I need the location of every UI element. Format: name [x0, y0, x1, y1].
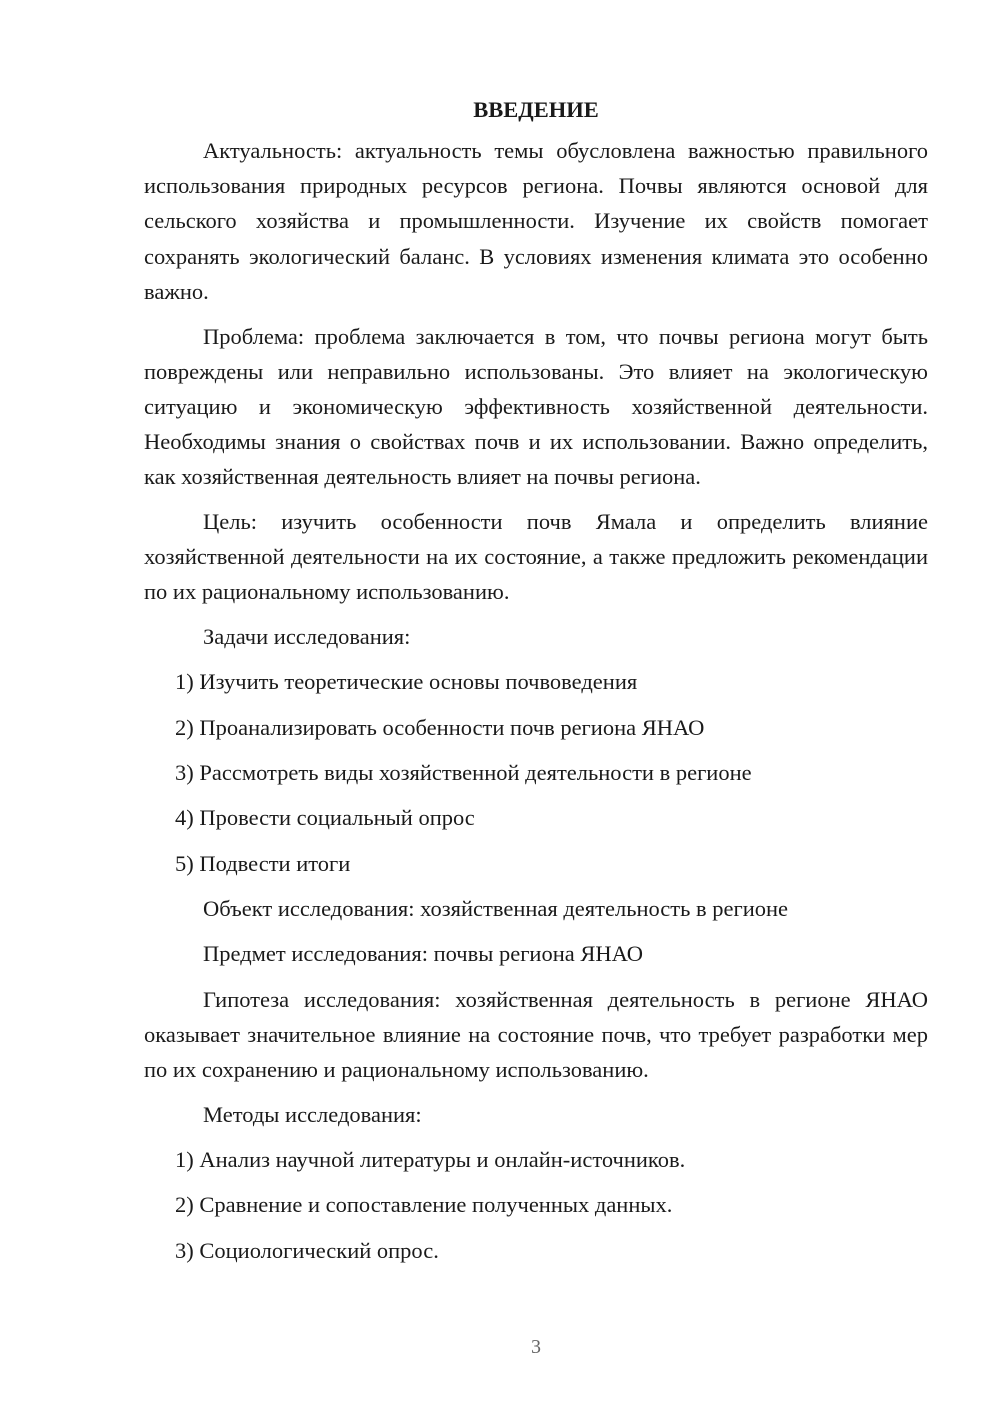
list-item: 5) Подвести итоги [175, 850, 351, 876]
hypothesis-paragraph: Гипотеза исследования: хозяйственная деятельность в регионе ЯНАО оказывает значительное влияние на состояние почв, что требует разработки мер по их сохранению и рациональному использованию. [144, 986, 928, 1082]
methods-title: Методы исследования: [203, 1101, 422, 1127]
goal-paragraph: Цель: изучить особенности почв Ямала и определить влияние хозяйственной деятельности на их состояние, а также предложить рекомендации по их рациональному использованию. [144, 509, 928, 605]
list-item: 4) Провести социальный опрос [175, 805, 475, 831]
tasks-title: Задачи исследования: [203, 624, 411, 650]
tasks-list [144, 664, 928, 880]
object-line: Объект исследования: хозяйственная деятельность в регионе [203, 895, 789, 921]
document-page [144, 92, 928, 1278]
methods-list [144, 1142, 928, 1268]
list-item: 1) Анализ научной литературы и онлайн-источников. [175, 1146, 686, 1172]
subject-line: Предмет исследования: почвы региона ЯНАО [203, 941, 644, 967]
list-item: 3) Социологический опрос. [175, 1237, 439, 1263]
list-item: 1) Изучить теоретические основы почвоведения [175, 669, 638, 695]
list-item: 2) Проанализировать особенности почв региона ЯНАО [175, 714, 705, 740]
list-item: 3) Рассмотреть виды хозяйственной деятельности в регионе [175, 760, 752, 786]
list-item: 2) Сравнение и сопоставление полученных данных. [175, 1192, 673, 1218]
page-heading: ВВЕДЕНИЕ [473, 97, 599, 122]
page-number: 3 [531, 1336, 541, 1358]
problem-paragraph: Проблема: проблема заключается в том, что почвы региона могут быть повреждены или неправильно использованы. Это влияет на экологическую ситуацию и экономическую эффективность хозяйственной деятельности. Необходимы знания о свойствах почв и их использовании. Важно определить, как хозяйственная деятельность влияет на почвы региона. [144, 323, 928, 490]
relevance-paragraph: Актуальность: актуальность темы обусловлена важностью правильного использования природных ресурсов региона. Почвы являются основой для сельского хозяйства и промышленности. Изучение их свойств помогает сохранять экологический баланс. В условиях изменения климата это особенно важно. [144, 138, 928, 304]
